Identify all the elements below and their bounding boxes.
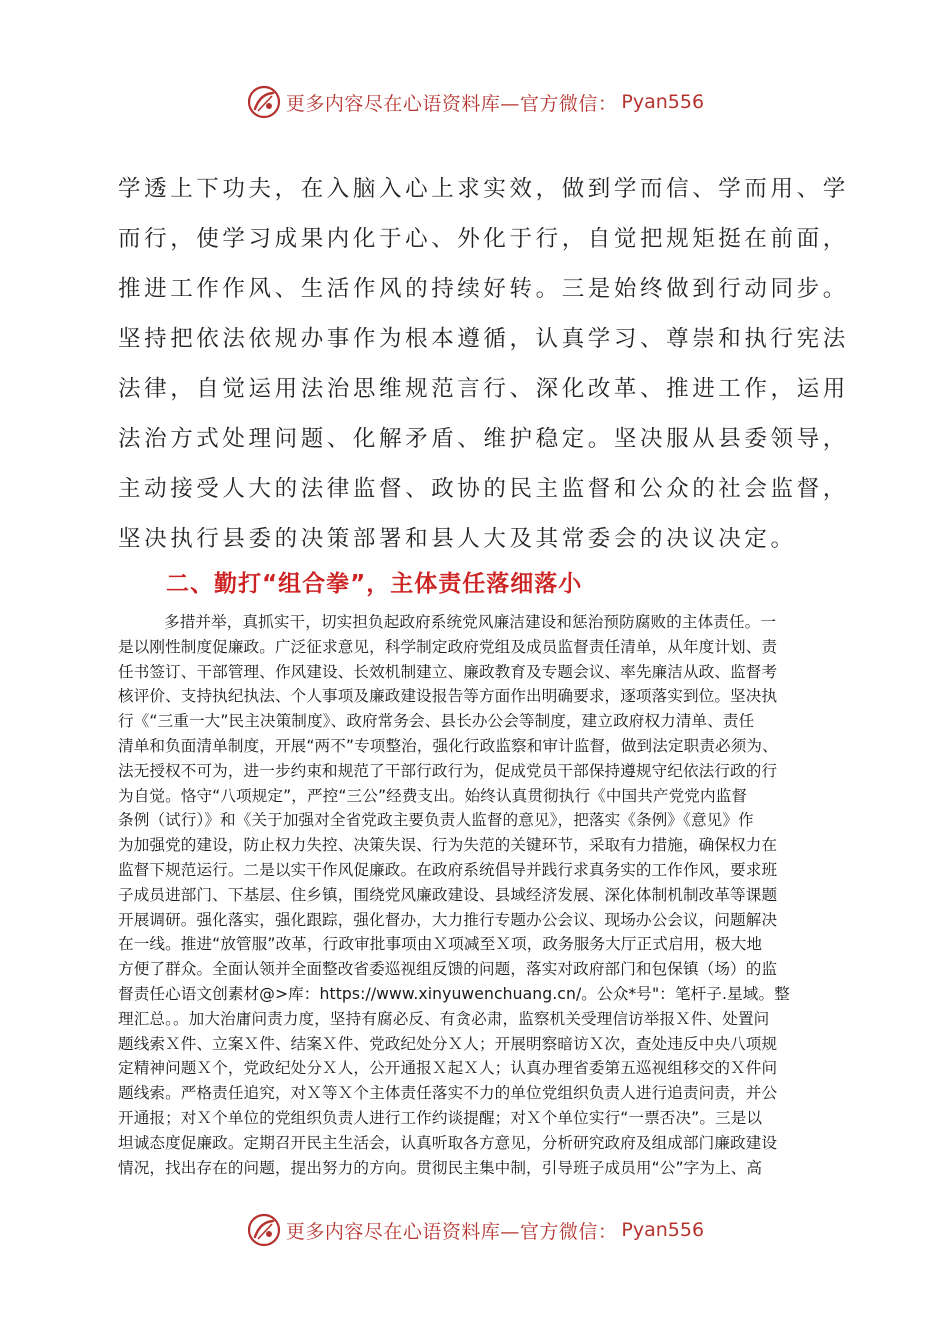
footer-banner xyxy=(0,1208,950,1252)
banner-wechat-id: Pyan556 xyxy=(621,91,705,113)
paragraph-line: 学透上下功夫，在入脑入心上求实效，做到学而信、学而用、学 xyxy=(118,176,849,202)
body-line: 条例（试行）》和《关于加强对全省党政主要负责人监督的意见》，把落实《条例》《意见》作 xyxy=(118,811,754,830)
body-line: 为自觉。恪守“八项规定”，严控“三公”经费支出。始终认真贯彻执行《中国共产党党内监督 xyxy=(118,786,748,805)
body-line: 情况，找出存在的问题，提出努力的方向。贯彻民主集中制，引导班子成员用“公”字为上、高 xyxy=(118,1158,763,1177)
brand-logo-icon xyxy=(246,1212,282,1248)
body-line: 定精神问题Ｘ个，党政纪处分Ｘ人，公开通报Ｘ起Ｘ人；认真办理省委第五巡视组移交的Ｘ件问 xyxy=(118,1059,778,1078)
body-line: 为加强党的建设，防止权力失控、决策失误、行为失范的关键环节，采取有力措施，确保权力在 xyxy=(118,836,778,855)
body-line: 题线索Ｘ件、立案Ｘ件、结案Ｘ件、党政纪处分Ｘ人；开展明察暗访Ｘ次，查处违反中央八项规 xyxy=(118,1034,778,1053)
body-line: 多措并举，真抓实干，切实担负起政府系统党风廉洁建设和惩治预防腐败的主体责任。一 xyxy=(164,613,777,631)
continued-paragraph xyxy=(118,164,849,564)
body-line: 开通报；对Ｘ个单位的党组织负责人进行工作约谈提醒；对Ｘ个单位实行“一票否决”。三是以 xyxy=(118,1108,763,1127)
banner-text: 更多内容尽在心语资料库—官方微信： xyxy=(285,92,618,115)
body-line: 开展调研。强化落实，强化跟踪，强化督办，大力推行专题办公会议、现场办公会议，问题解决 xyxy=(118,910,778,929)
header-banner xyxy=(0,80,950,124)
body-line: 行《“三重一大”民主决策制度》、政府常务会、县长办公会等制度，建立政府权力清单、责任 xyxy=(118,712,755,731)
body-line: 理汇总。。加大治庸问责力度，坚持有腐必反、有贪必肃，监察机关受理信访举报Ｘ件、处置问 xyxy=(118,1009,770,1028)
body-line: 子成员进部门、下基层、住乡镇，围绕党风廉政建设、县域经济发展、深化体制机制改革等课题 xyxy=(118,885,778,904)
section-body xyxy=(118,610,838,1180)
paragraph-line: 主动接受人大的法律监督、政协的民主监督和公众的社会监督， xyxy=(118,476,849,502)
paragraph-line: 坚持把依法依规办事作为根本遵循，认真学习、尊崇和执行宪法 xyxy=(118,326,849,352)
body-line: 在一线。推进“放管服”改革，行政审批事项由Ｘ项减至Ｘ项，政务服务大厅正式启用，极大地 xyxy=(118,935,763,954)
body-line: 任书签订、干部管理、作风建设、长效机制建立、廉政教育及专题会议、率先廉洁从政、监督考 xyxy=(118,662,778,681)
paragraph-line: 推进工作作风、生活作风的持续好转。三是始终做到行动同步。 xyxy=(118,276,849,302)
paragraph-line: 坚决执行县委的决策部署和县人大及其常委会的决议决定。 xyxy=(118,526,797,552)
body-line: 清单和负面清单制度，开展“两不”专项整治，强化行政监察和审计监督，做到法定职责必须为、 xyxy=(118,736,778,755)
paragraph-line: 而行，使学习成果内化于心、外化于行，自觉把规矩挺在前面， xyxy=(118,226,849,252)
paragraph-line: 法律，自觉运用法治思维规范言行、深化改革、推进工作，运用 xyxy=(118,376,849,402)
banner-wechat-id: Pyan556 xyxy=(621,1219,705,1241)
body-line: 题线索。严格责任追究，对Ｘ等Ｘ个主体责任落实不力的单位党组织负责人进行追责问责，并公 xyxy=(118,1084,778,1103)
body-line: 法无授权不可为，进一步约束和规范了干部行政行为，促成党员干部保持遵规守纪依法行政的行 xyxy=(118,761,778,780)
brand-logo-icon xyxy=(246,84,282,120)
body-line: 坦诚态度促廉政。定期召开民主生活会，认真听取各方意见，分析研究政府及组成部门廉政建设 xyxy=(118,1133,778,1152)
body-line: 方便了群众。全面认领并全面整改省委巡视组反馈的问题，落实对政府部门和包保镇（场）的监 xyxy=(118,960,778,979)
section-heading: 二、勤打“组合拳”，主体责任落细落小 xyxy=(166,571,583,597)
body-line: 督责任心语文创素材@>库：https://www.xinyuwenchuang.cn/。公众*号"：笔杆子.星域。整 xyxy=(118,984,790,1003)
banner-text: 更多内容尽在心语资料库—官方微信： xyxy=(285,1220,618,1243)
paragraph-line: 法治方式处理问题、化解矛盾、维护稳定。坚决服从县委领导， xyxy=(118,426,849,452)
body-line: 核评价、支持执纪执法、个人事项及廉政建设报告等方面作出明确要求，逐项落实到位。坚决执 xyxy=(118,687,778,706)
body-line: 是以刚性制度促廉政。广泛征求意见，科学制定政府党组及成员监督责任清单，从年度计划、责 xyxy=(118,637,778,656)
body-line: 监督下规范运行。二是以实干作风促廉政。在政府系统倡导并践行求真务实的工作作风，要求班 xyxy=(118,860,778,879)
